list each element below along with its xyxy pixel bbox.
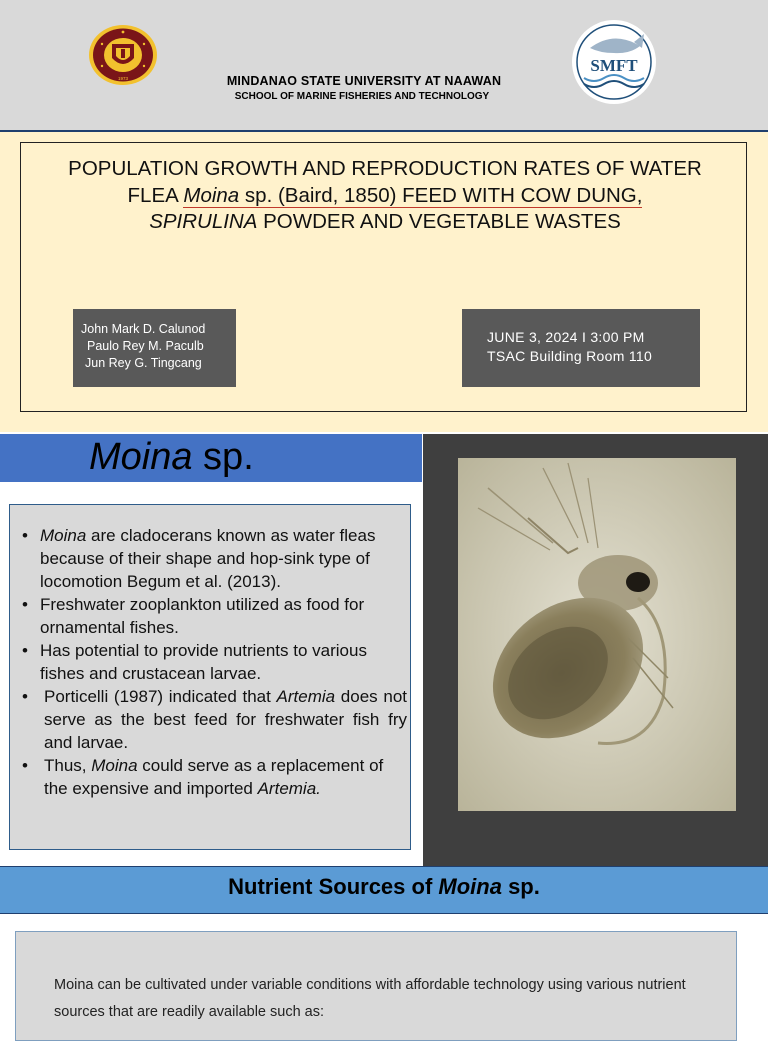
author-name: Paulo Rey M. Paculb <box>87 339 204 353</box>
bullet-text: Has potential to provide nutrients to various fishes and crustacean larvae. <box>40 641 367 683</box>
title-line-3-b: POWDER AND VEGETABLE WASTES <box>257 210 621 233</box>
nutrient-heading-b: sp. <box>501 874 540 899</box>
list-item <box>22 685 407 754</box>
bullet-text: does not serve as the best feed for freshwater fish fry and larvae. <box>44 687 407 752</box>
moina-heading-italic: Moina <box>89 436 193 478</box>
nutrient-heading-a: Nutrient Sources of <box>228 874 439 899</box>
title-line-2-underlined <box>183 184 642 208</box>
moina-micrograph-image <box>458 458 736 811</box>
author-name: Jun Rey G. Tingcang <box>85 356 202 370</box>
bullet-text: Thus, <box>44 756 92 775</box>
bullet-text: Freshwater zooplankton utilized as food for ornamental fishes. <box>40 595 365 637</box>
nutrient-heading-italic: Moina <box>438 874 502 899</box>
title-line-2-b: sp. (Baird, 1850) FEED WITH COW DUNG, <box>239 183 643 207</box>
title-line-2 <box>40 183 730 210</box>
bullet-text: could serve as a replacement of the expensive and imported <box>44 756 384 798</box>
moina-facts-list <box>22 524 407 800</box>
event-info-box <box>462 309 700 387</box>
moina-section-heading <box>89 436 254 479</box>
bullet-italic: Artemia <box>276 687 336 706</box>
list-item <box>22 593 407 639</box>
bullet-italic: Artemia. <box>257 779 321 798</box>
bullet-italic: Moina <box>91 756 138 775</box>
title-italic-spirulina: SPIRULINA <box>149 210 258 233</box>
poster-title <box>40 156 730 236</box>
school-name: SCHOOL OF MARINE FISHERIES AND TECHNOLOGY <box>234 91 490 102</box>
title-line-3 <box>40 209 730 236</box>
event-date-time: JUNE 3, 2024 I 3:00 PM <box>487 329 645 345</box>
list-item <box>22 639 407 685</box>
bullet-italic: Moina <box>40 526 87 545</box>
nutrient-body-text: Moina can be cultivated under variable conditions with affordable technology using various nutrient sources that are readily available such as: <box>54 977 686 1020</box>
bullet-text: are cladocerans known as water fleas because of their shape and hop-sink type of locomotion Begum et al. (2013). <box>40 526 376 591</box>
bullet-text: Porticelli (1987) indicated that <box>44 687 277 706</box>
event-venue: TSAC Building Room 110 <box>487 348 653 364</box>
nutrient-section-heading <box>0 874 768 900</box>
moina-heading-rest: sp. <box>192 436 254 478</box>
title-line-1: POPULATION GROWTH AND REPRODUCTION RATES OF WATER <box>68 157 702 180</box>
authors-box <box>73 309 236 387</box>
title-line-2-a: FLEA <box>127 183 184 207</box>
list-item <box>22 754 407 800</box>
list-item <box>22 524 407 593</box>
svg-text:SMFT: SMFT <box>590 56 638 75</box>
svg-text:1973: 1973 <box>117 76 129 81</box>
university-name: MINDANAO STATE UNIVERSITY AT NAAWAN <box>226 74 502 88</box>
title-italic-moina: Moina <box>183 183 240 207</box>
author-name: John Mark D. Calunod <box>81 322 206 336</box>
